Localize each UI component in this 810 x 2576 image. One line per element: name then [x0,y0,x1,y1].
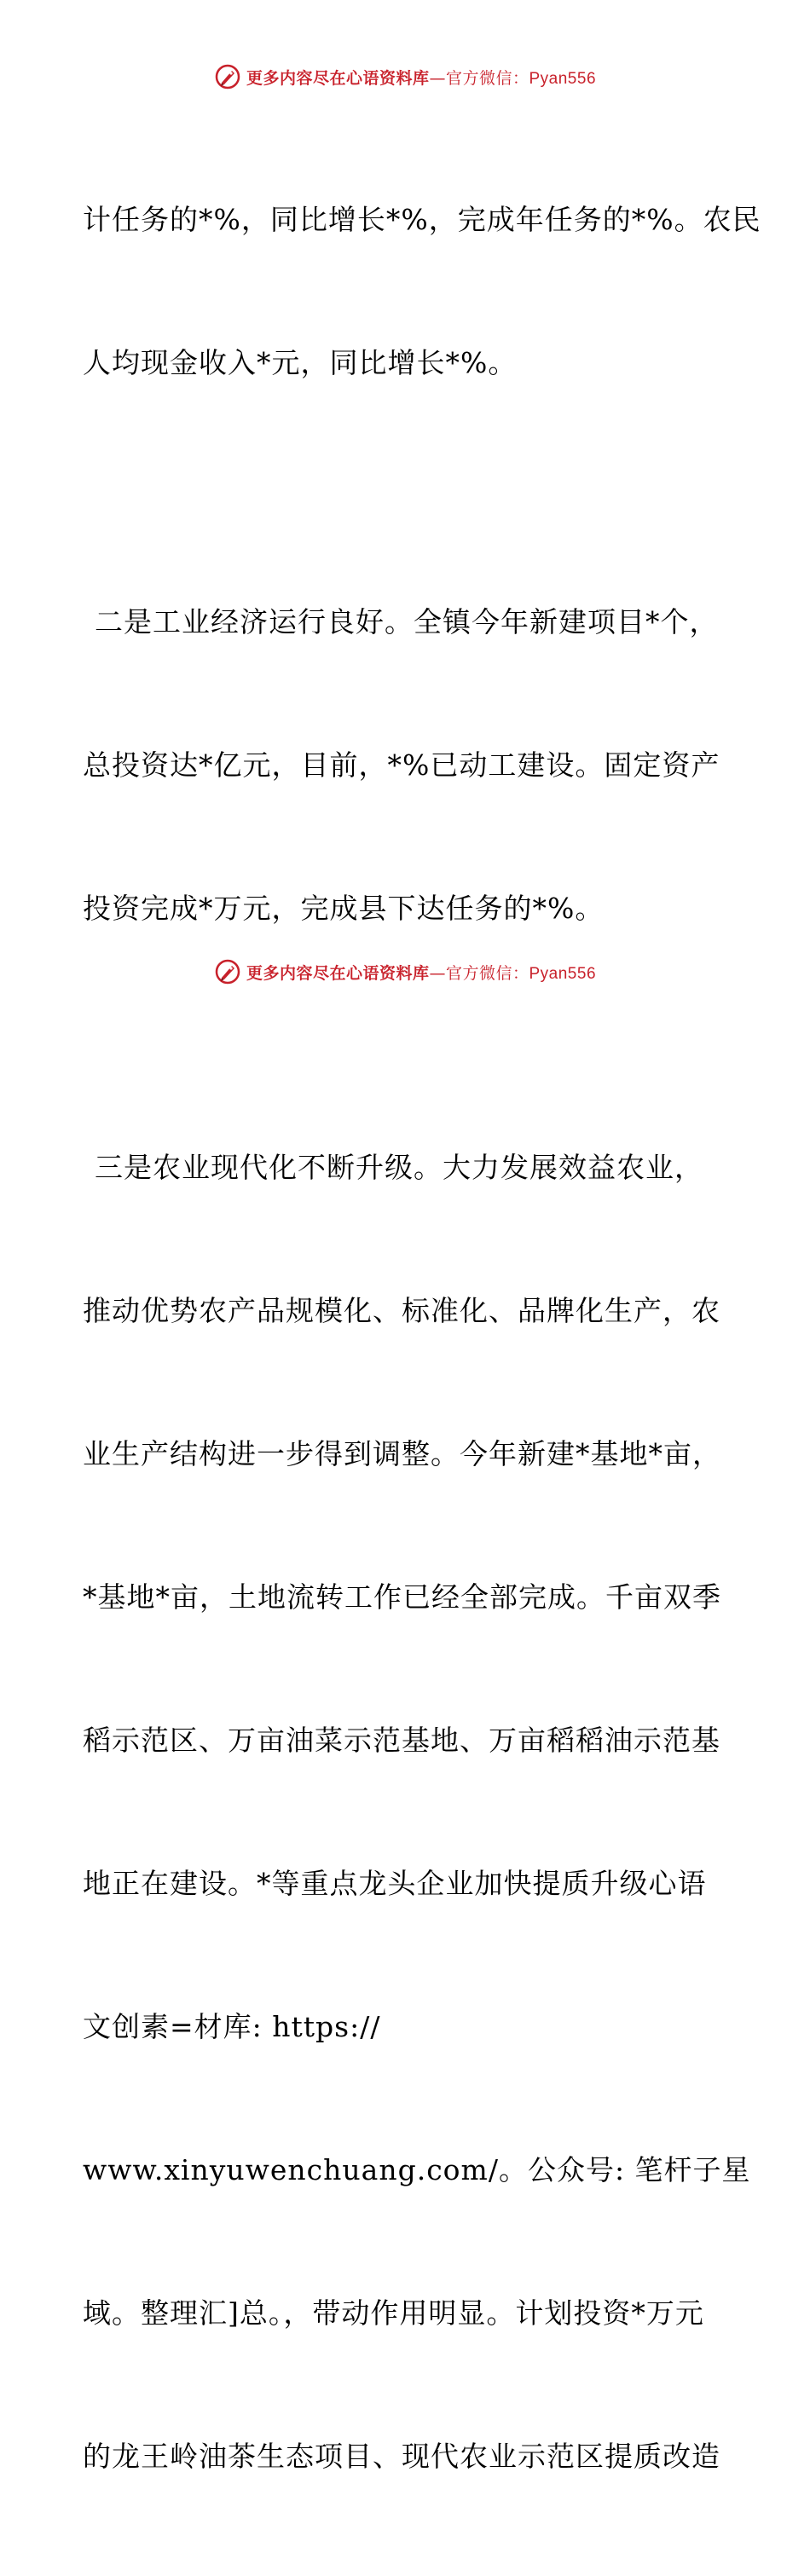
text-line: 三是农业现代化不断升级。大力发展效益农业， [95,1151,703,1184]
text-line: 推动优势农产品规模化、标准化、品牌化生产，农 [83,1294,720,1327]
header-banner-inner [214,63,596,90]
text-line: 业生产结构进一步得到调整。今年新建*基地*亩， [83,1437,721,1470]
text-line: 投资完成*万元，完成县下达任务的*%。 [83,892,605,925]
text-line: *基地*亩，土地流转工作已经全部完成。千亩双季 [83,1580,721,1614]
text-line: 计任务的*%，同比增长*%，完成年任务的*%。农民 [83,203,761,236]
banner-separator: — [429,68,446,88]
text-line: 域。整理汇]总。，带动作用明显。计划投资*万元 [83,2296,704,2330]
text-line: 文创素=材库: https:// [83,2010,381,2043]
banner-wechat-label: 官方微信： [445,68,529,88]
paragraph-3 [83,1048,751,2576]
text-line: 二是工业经济运行良好。全镇今年新建项目*个， [95,605,719,638]
pen-nib-logo-icon [214,63,241,90]
document-body [83,101,761,2576]
footer-banner [0,955,810,989]
banner-main-text: 更多内容尽在心语资料库 [246,963,430,983]
banner-wechat-label: 官方微信： [445,963,529,983]
banner-wechat-id: Pyan556 [529,964,597,983]
pen-nib-logo-icon [214,958,241,985]
banner-separator: — [429,963,446,983]
text-line: 人均现金收入*元，同比增长*%。 [83,346,518,379]
banner-main-text: 更多内容尽在心语资料库 [246,68,430,88]
banner-wechat-id: Pyan556 [529,69,597,88]
text-line: 总投资达*亿元，目前，*%已动工建设。固定资产 [83,748,720,782]
header-banner [0,60,810,94]
text-line: 的龙王岭油茶生态项目、现代农业示范区提质改造 [83,2440,720,2473]
text-line: 稻示范区、万亩油菜示范基地、万亩稻稻油示范基 [83,1724,720,1757]
text-line: 地正在建设。*等重点龙头企业加快提质升级心语 [83,1867,707,1900]
text-line: www.xinyuwenchuang.com/。公众号: 笔杆子星 [83,2153,751,2186]
paragraph-spacer [83,482,731,503]
footer-banner-inner [214,958,596,985]
paragraph-1 [83,101,761,482]
paragraph-2 [83,503,731,1028]
paragraph-spacer [83,1028,731,1048]
